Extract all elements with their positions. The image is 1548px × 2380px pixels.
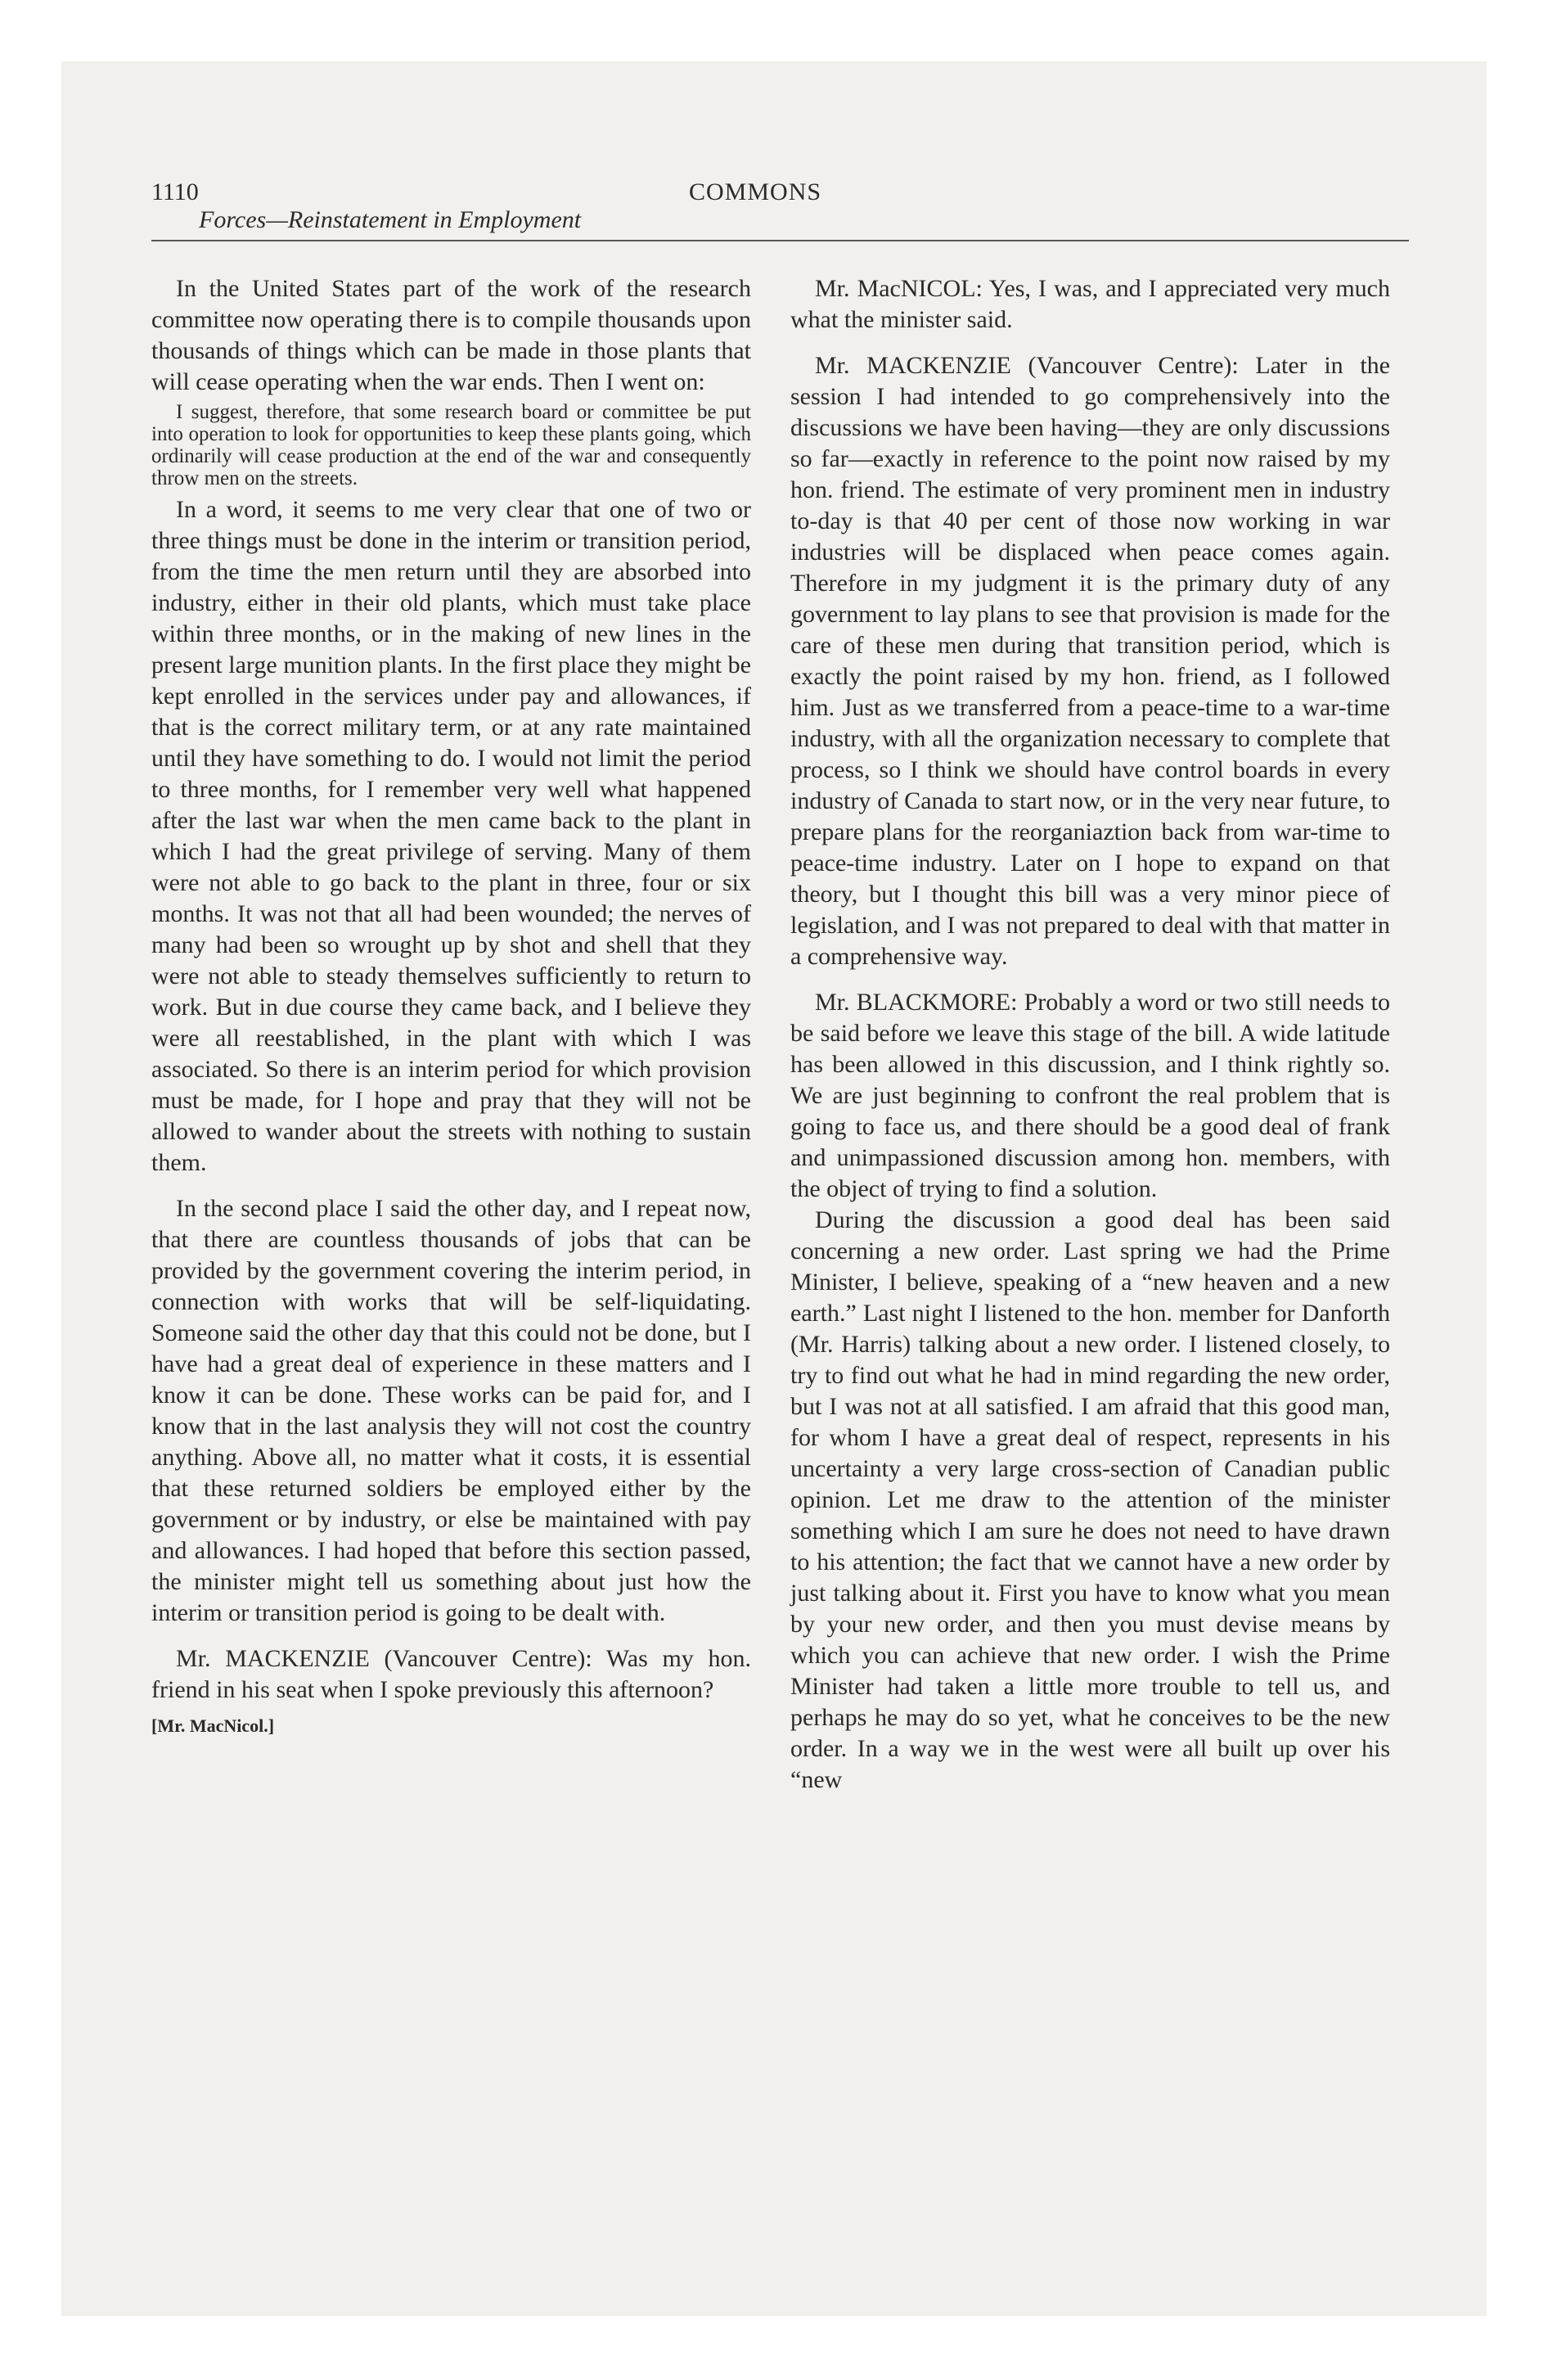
paragraph: Mr. MacNICOL: Yes, I was, and I appreciated very much what the minister said. — [790, 275, 1390, 333]
paragraph: During the discussion a good deal has been said concerning a new order. Last spring we had the Prime Minister, I believe, speaking of a “new heaven and a new earth.” Last night I listened to the hon. member for Danforth (Mr. Harris) talking about a new order. I listened closely, to try to find out what he had in mind regarding the new order, but I was not at all satisfied. I am afraid that this good man, for whom I have a great deal of respect, represents in his uncertainty a very large cross-section of Canadian public opinion. Let me draw to the attention of the minister something which I am sure he does not need to have drawn to his attention; the fact that we cannot have a new order by just talking about it. First you have to know what you mean by your new order, and then you must devise means by which you can achieve that new order. I wish the Prime Minister had taken a little more trouble to tell us, and perhaps he may do so yet, what he conceives to be the new order. In a way we in the west were all built up over his “new — [790, 1206, 1390, 1793]
paragraph: Mr. MACKENZIE (Vancouver Centre): Later in the session I had intended to go comprehensively into the discussions we have been having—they are only discussions so far—exactly in reference to the point now raised by my hon. friend. The estimate of very prominent men in industry to-day is that 40 per cent of those now working in war industries will be displaced when peace comes again. Therefore in my judgment it is the primary duty of any government to lay plans to see that provision is made for the care of these men during that transition period, which is exactly the point raised by my hon. friend, as I followed him. Just as we transferred from a peace-time to a war-time industry, with all the organization necessary to complete that process, so I think we should have control boards in every industry of Canada to start now, or in the very near future, to prepare plans for the reorganiaztion back from war-time to peace-time industry. Later on I hope to expand on that theory, but I thought this bill was a very minor piece of legislation, and I was not prepared to deal with that matter in a comprehensive way. — [790, 352, 1390, 970]
journal-title: COMMONS — [689, 178, 822, 205]
paragraph: In the United States part of the work of the research committee now operating there is to compile thousands upon thousands of things which can be made in those plants that will cease operating when the war ends. Then I went on: — [151, 275, 751, 395]
right-column — [790, 273, 1390, 1796]
speaker-tag: [Mr. MacNicol.] — [151, 1715, 275, 1736]
paragraph: Mr. BLACKMORE: Probably a word or two still needs to be said before we leave this stage of the bill. A wide latitude has been allowed in this discussion, and I think rightly so. We are just beginning to confront the real problem that is going to face us, and there should be a good deal of frank and unimpassioned discussion among hon. members, with the object of trying to find a solution. — [790, 989, 1390, 1202]
left-column — [151, 273, 751, 1738]
block-quote: I suggest, therefore, that some research board or committee be put into operation to look for opportunities to keep these plants going, which ordinarily will cease production at the end of the war and consequently throw men on the streets. — [151, 401, 751, 489]
paragraph: In the second place I said the other day, and I repeat now, that there are countless thousands of jobs that can be provided by the government covering the interim period, in connection with works that will be self-liquidating. Someone said the other day that this could not be done, but I have had a great deal of experience in these matters and I know it can be done. These works can be paid for, and I know that in the last analysis they will not cost the country anything. Above all, no matter what it costs, it is essential that these returned soldiers be employed either by the government or by industry, or else be maintained with pay and allowances. I had hoped that before this section passed, the minister might tell us something about just how the interim or transition period is going to be dealt with. — [151, 1195, 751, 1626]
paragraph: Mr. MACKENZIE (Vancouver Centre): Was my hon. friend in his seat when I spoke previously this afternoon? — [151, 1645, 751, 1703]
section-subtitle: Forces—Reinstatement in Employment — [199, 206, 582, 233]
header-rule — [151, 240, 1409, 241]
paragraph: In a word, it seems to me very clear that one of two or three things must be done in the interim or transition period, from the time the men return until they are absorbed into industry, either in their old plants, which must take place within three months, or in the making of new lines in the present large munition plants. In the first place they might be kept enrolled in the services under pay and allowances, if that is the correct military term, or at any rate maintained until they have something to do. I would not limit the period to three months, for I remember very well what happened after the last war when the men came back to the plant in which I had the great privilege of serving. Many of them were not able to go back to the plant in three, four or six months. It was not that all had been wounded; the nerves of many had been so wrought up by shot and shell that they were not able to steady themselves sufficiently to return to work. But in due course they came back, and I believe they were all reestablished, in the plant with which I was associated. So there is an interim period for which provision must be made, for I hope and pray that they will not be allowed to wander about the streets with nothing to sustain them. — [151, 496, 751, 1176]
page-number: 1110 — [151, 178, 199, 205]
